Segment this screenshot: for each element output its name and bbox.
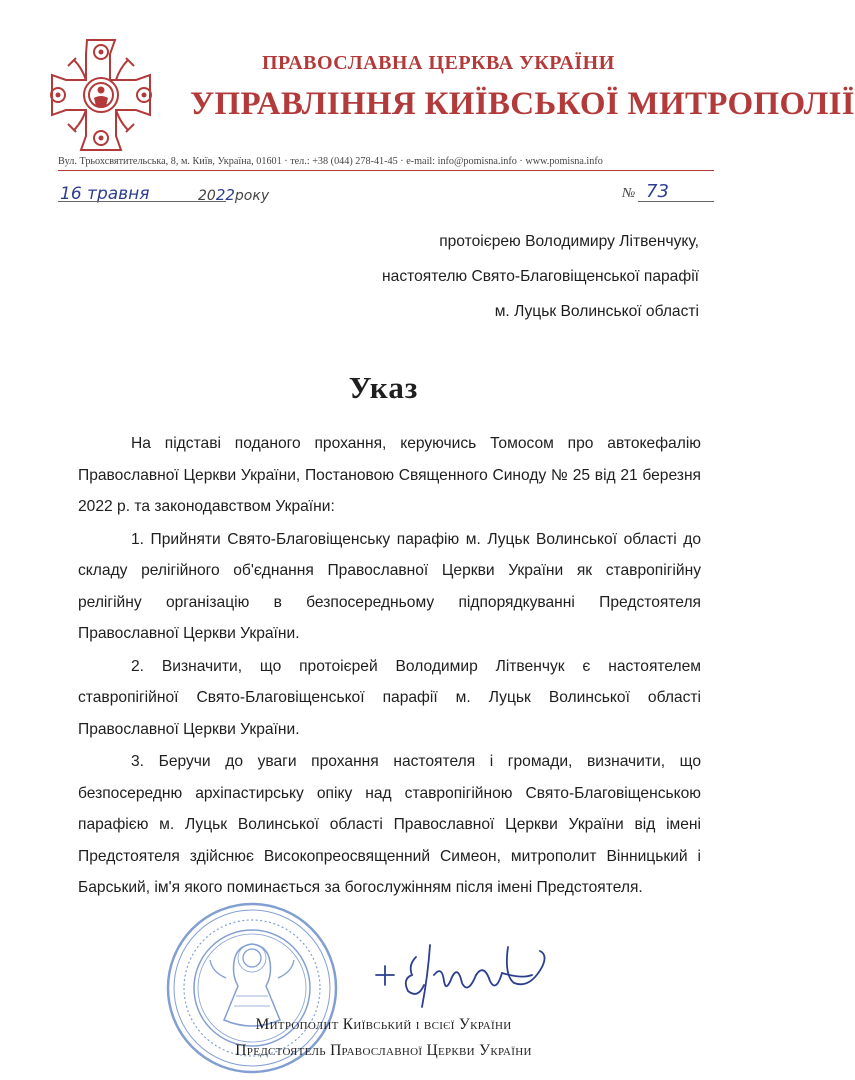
document-title: Указ [348, 370, 419, 405]
number-underline [638, 201, 714, 202]
handwritten-number: 73 [646, 181, 669, 202]
intro-paragraph: На підставі поданого прохання, керуючись Томосом про автокефалію Православної Церкви України, Постановою Священного Синоду № 25 від 21 березня 2022 р. та законодавством України: [78, 435, 701, 515]
addressee-line-2: настоятелю Свято-Благовіщенської парафії [382, 268, 699, 285]
header-divider [58, 170, 714, 171]
year-prefix: 20 [198, 188, 216, 204]
cross-emblem-icon [42, 36, 160, 154]
item-2-paragraph: 2. Визначити, що протоієрей Володимир Літвенчук є настоятелем ставропігійної Свято-Благовіщенської парафії м. Луцьк Волинської області Православної Церкви України. [78, 657, 701, 738]
document-body [78, 428, 701, 905]
number-label: № [622, 186, 636, 201]
addressee-line-3: м. Луцьк Волинської області [494, 303, 699, 320]
year-field [198, 186, 269, 204]
handwritten-signature-icon [372, 935, 562, 1015]
department-name: УПРАВЛІННЯ КИЇВСЬКОЇ МИТРОПОЛІЇ [190, 86, 855, 122]
year-suffix: року [234, 188, 270, 204]
signatory-title: Митрополит Київський і всієї України [255, 1016, 512, 1033]
organization-name: ПРАВОСЛАВНА ЦЕРКВА УКРАЇНИ [262, 52, 615, 74]
handwritten-date: 16 травня [60, 184, 150, 204]
handwritten-year: 22 [215, 186, 235, 204]
contact-line: Вул. Трьохсвятительська, 8, м. Київ, Україна, 01601 · тел.: +38 (044) 278-41-45 · e-mail: info@pomisna.info · www.pomisna.info [58, 156, 603, 167]
item-3-paragraph: 3. Беручи до уваги прохання настоятеля і громади, визначити, що безпосередню архіпастирську опіку над ставропігійною Свято-Благовіщенською парафією м. Луцьк Волинської області Православної Церкви України від імені Предстоятеля здійснює Високопреосвященний Симеон, митрополит Вінницький і Барський, ім'я якого поминається за богослужінням після імені Предстоятеля. [78, 753, 701, 896]
addressee-line-1: протоієрею Володимиру Літвенчуку, [439, 233, 699, 250]
item-1-paragraph: 1. Прийняти Свято-Благовіщенську парафію м. Луцьк Волинської області до складу релігійного об'єднання Православної Церкви України як ставропігійну релігійну організацію в безпосередньому підпорядкуванні Предстоятеля Православної Церкви України. [78, 530, 701, 642]
signatory-office: Предстоятель Православної Церкви України [235, 1042, 532, 1059]
